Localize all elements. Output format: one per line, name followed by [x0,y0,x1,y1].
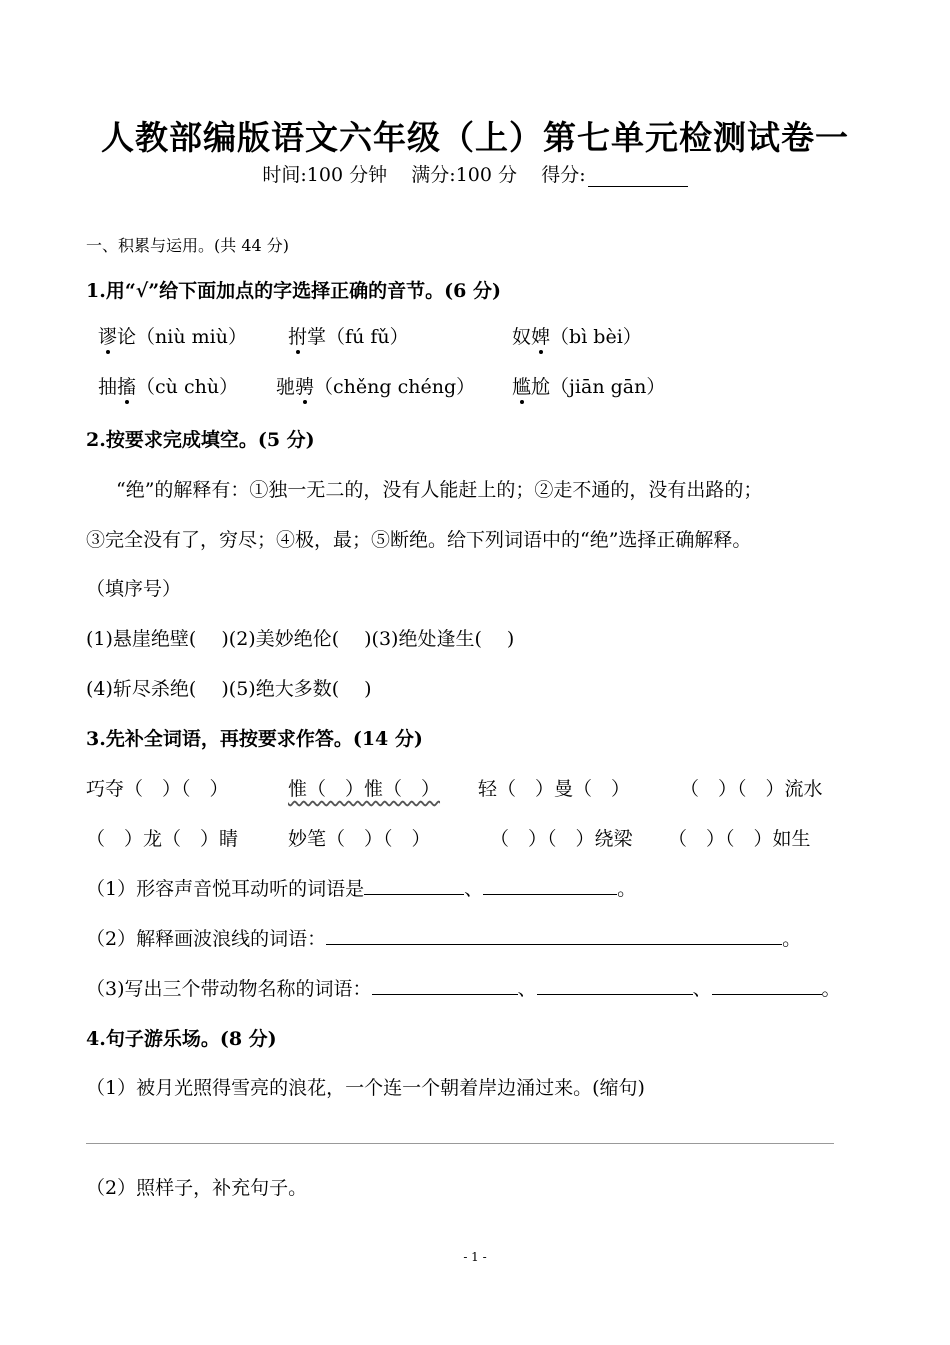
exam-info [0,160,950,187]
pinyin-item-6: 尴尬（jiān gān） [512,376,666,398]
score-blank[interactable] [588,168,688,187]
pinyin-item-3: 奴婢（bì bèi） [512,326,642,348]
q3-sub-3: （3)写出三个带动物名称的词语： 、 、 。 [86,978,841,1000]
idiom-4: （ ）（ ）流水 [680,778,823,800]
q2-line-2: ③完全没有了，穷尽；④极，最；⑤断绝。给下列词语中的“绝”选择正确解释。 [86,529,752,551]
pinyin-item-4: 抽搐（cù chù） [98,376,239,398]
section-heading: 一、积累与运用。(共 44 分) [86,236,290,255]
answer-line[interactable] [364,876,464,895]
q2-line-3: （填序号） [86,578,182,600]
answer-line[interactable] [483,876,617,895]
idiom-7: （ ）（ ）绕梁 [490,828,633,850]
answer-rule[interactable] [86,1143,834,1144]
idiom-3: 轻（ ）曼（ ） [478,778,631,800]
idiom-wavy: 惟（ ）惟（ ） [288,778,441,800]
question-4-heading: 4.句子游乐场。(8 分) [86,1028,277,1050]
exam-score-label: 得分: [541,164,586,186]
exam-full-score: 满分:100 分 [411,164,518,186]
idiom-1: 巧夺（ ）（ ） [86,778,229,800]
question-1-heading: 1.用“√”给下面加点的字选择正确的音节。(6 分) [86,280,501,302]
q3-sub-2: （2）解释画波浪线的词语： 。 [86,928,802,950]
question-3-heading: 3.先补全词语，再按要求作答。(14 分) [86,728,423,750]
idiom-8: （ ）（ ）如生 [668,828,811,850]
q2-line-4: (1)悬崖绝壁( )(2)美妙绝伦( )(3)绝处逢生( ) [86,628,515,650]
answer-line[interactable] [537,976,693,995]
q4-sub-2: （2）照样子，补充句子。 [86,1177,308,1199]
q4-sub-1: （1）被月光照得雪亮的浪花，一个连一个朝着岸边涌过来。(缩句) [86,1077,645,1099]
q2-line-1: “绝”的解释有：①独一无二的，没有人能赶上的；②走不通的，没有出路的； [116,479,763,501]
q3-sub-1: （1）形容声音悦耳动听的词语是 、 。 [86,878,637,900]
q2-line-5: (4)斩尽杀绝( )(5)绝大多数( ) [86,678,372,700]
answer-line[interactable] [326,926,782,945]
question-2-heading: 2.按要求完成填空。(5 分) [86,429,315,451]
page-number: - 1 - [463,1250,487,1264]
idiom-6: 妙笔（ ）（ ） [288,828,431,850]
answer-line[interactable] [712,976,822,995]
pinyin-item-1: 谬论（niù miù） [98,326,247,348]
answer-line[interactable] [372,976,518,995]
page-title: 人教部编版语文六年级（上）第七单元检测试卷一 [101,118,849,157]
pinyin-item-2: 拊掌（fú fǔ） [288,326,409,348]
exam-time: 时间:100 分钟 [262,164,388,186]
idiom-5: （ ）龙（ ）睛 [86,828,239,850]
pinyin-item-5: 驰骋（chěng chéng） [276,376,476,398]
